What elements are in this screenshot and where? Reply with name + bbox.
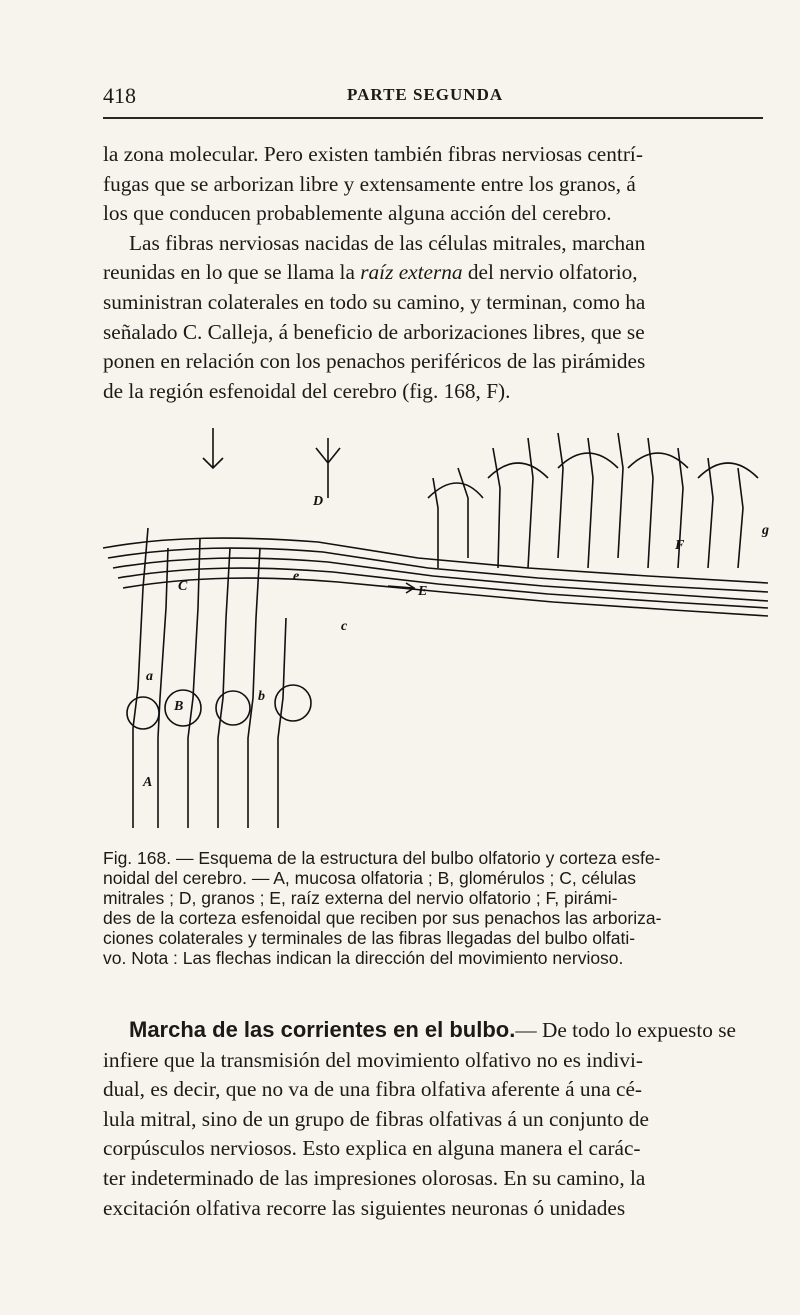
olfactory-bulb-diagram (88, 408, 773, 833)
dendrite-line (248, 548, 260, 828)
text-line: ponen en relación con los penachos periféricos de las pirámides (103, 349, 646, 374)
caption-line: Fig. 168. — Esquema de la estructura del bulbo olfatorio y corteza esfe- (103, 848, 661, 868)
label-e: e (293, 569, 300, 584)
text-line: los que conducen probablemente alguna acción del cerebro. (103, 201, 612, 226)
label-A: A (143, 775, 153, 790)
text-line (103, 258, 765, 288)
text-line: excitación olfativa recorre las siguientes neuronas ó unidades (103, 1195, 626, 1220)
label-g: g (762, 523, 769, 538)
figure-caption (103, 848, 763, 968)
caption-line: noidal del cerebro. — A, mucosa olfatoria ; B, glomérulos ; C, células (103, 868, 637, 888)
glomerulus (275, 685, 311, 721)
label-B: B (174, 699, 184, 714)
text-line: Las fibras nerviosas nacidas de las células mitrales, marchan (129, 230, 646, 255)
text-line: de la región esfenoidal del cerebro (fig. 168, F). (103, 378, 511, 403)
running-head: PARTE SEGUNDA (347, 85, 504, 104)
figure-168 (88, 408, 773, 833)
dendrite-line (278, 618, 286, 828)
text-line: dual, es decir, que no va de una fibra olfativa aferente á una cé- (103, 1077, 642, 1102)
label-C: C (178, 579, 188, 594)
header-rule (103, 117, 763, 119)
dendrite-line (158, 548, 168, 828)
text-line: lula mitral, sino de un grupo de fibras olfativas á un conjunto de (103, 1106, 649, 1131)
label-b: b (258, 689, 265, 704)
label-F: F (675, 538, 685, 553)
text-line: la zona molecular. Pero existen también fibras nerviosas centrí- (103, 142, 643, 166)
section-heading: Marcha de las corrientes en el bulbo. (129, 1017, 516, 1042)
caption-line: mitrales ; D, granos ; E, raíz externa del nervio olfatorio ; F, pirámi- (103, 888, 618, 908)
text-line: fugas que se arborizan libre y extensamente entre los granos, á (103, 171, 636, 196)
caption-line: vo. Nota : Las flechas indican la dirección del movimiento nervioso. (103, 948, 624, 968)
paragraph-1 (103, 140, 765, 406)
italic-term: raíz externa (360, 260, 463, 285)
caption-line: ciones colaterales y terminales de las fibras llegadas del bulbo olfati- (103, 928, 636, 948)
text-line: infiere que la transmisión del movimiento olfativo no es indivi- (103, 1047, 644, 1072)
label-a: a (146, 669, 153, 684)
text-run: — De todo lo expuesto se (515, 1018, 736, 1042)
text-line: suministran colaterales en todo su camino, y terminan, como ha (103, 289, 646, 314)
text-run: reunidas en lo que se llama la (103, 260, 361, 285)
dendrite-line (218, 548, 230, 828)
caption-line: des de la corteza esfenoidal que reciben por sus penachos las arboriza- (103, 908, 662, 928)
label-E: E (418, 584, 428, 599)
text-line (103, 1015, 765, 1046)
text-line: ter indeterminado de las impresiones olorosas. En su camino, la (103, 1165, 646, 1190)
granule-cell (203, 428, 340, 498)
paragraph-2 (103, 1015, 765, 1223)
glomerulus (127, 697, 159, 729)
text-line: señalado C. Calleja, á beneficio de arborizaciones libres, que se (103, 319, 645, 344)
label-D: D (313, 494, 324, 509)
text-line: corpúsculos nerviosos. Esto explica en alguna manera el carác- (103, 1136, 641, 1161)
text-run: del nervio olfatorio, (462, 260, 638, 285)
page-number: 418 (103, 83, 136, 108)
fiber-line (123, 578, 768, 616)
dendrite-line (188, 538, 200, 828)
page-header (103, 83, 763, 113)
label-c: c (341, 619, 348, 634)
fiber-line (118, 568, 768, 608)
